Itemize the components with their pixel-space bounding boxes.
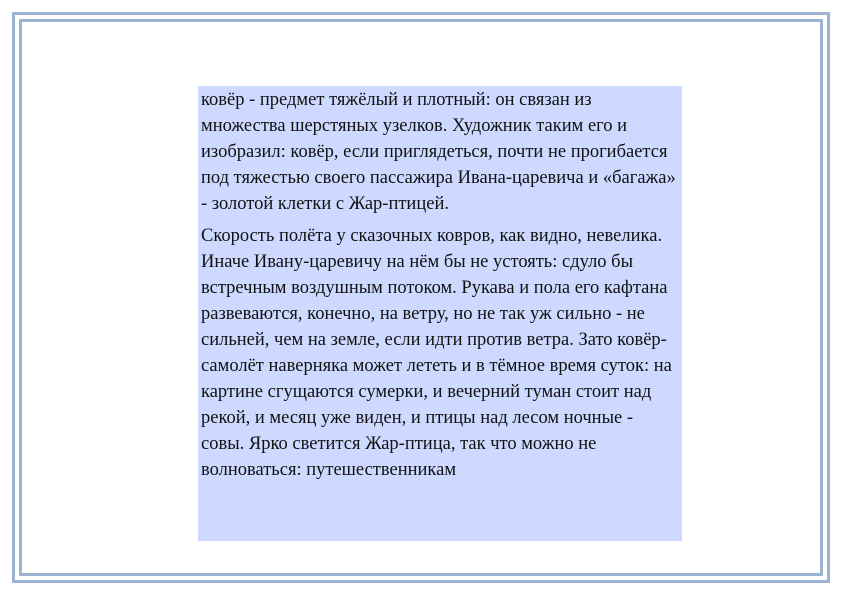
- paragraph-2: Скорость полёта у сказочных ковров, как видно, невелика. Иначе Ивану-царевичу на нём бы не устоять: сдуло бы встречным воздушным потоком. Рукава и пола его кафтана развеваются, конечно, на ветру, но не так уж сильно - не сильней, чем на земле, если идти против ветра. Зато ковёр-самолёт наверняка может лететь и в тёмное время суток: на картине сгущаются сумерки, и вечерний туман стоит над рекой, и месяц уже виден, и птицы над лесом ночные - совы. Ярко светится Жар-птица, так что можно не волноваться: путешественникам: [201, 226, 672, 480]
- highlighted-text-block: [198, 86, 682, 541]
- paragraph-1: ковёр - предмет тяжёлый и плотный: он связан из множества шерстяных узелков. Художник таким его и изобразил: ковёр, если приглядеться, почти не прогибается под тяжестью своего пассажира Ивана-царевича и «багажа» - золотой клетки с Жар-птицей.: [201, 90, 676, 214]
